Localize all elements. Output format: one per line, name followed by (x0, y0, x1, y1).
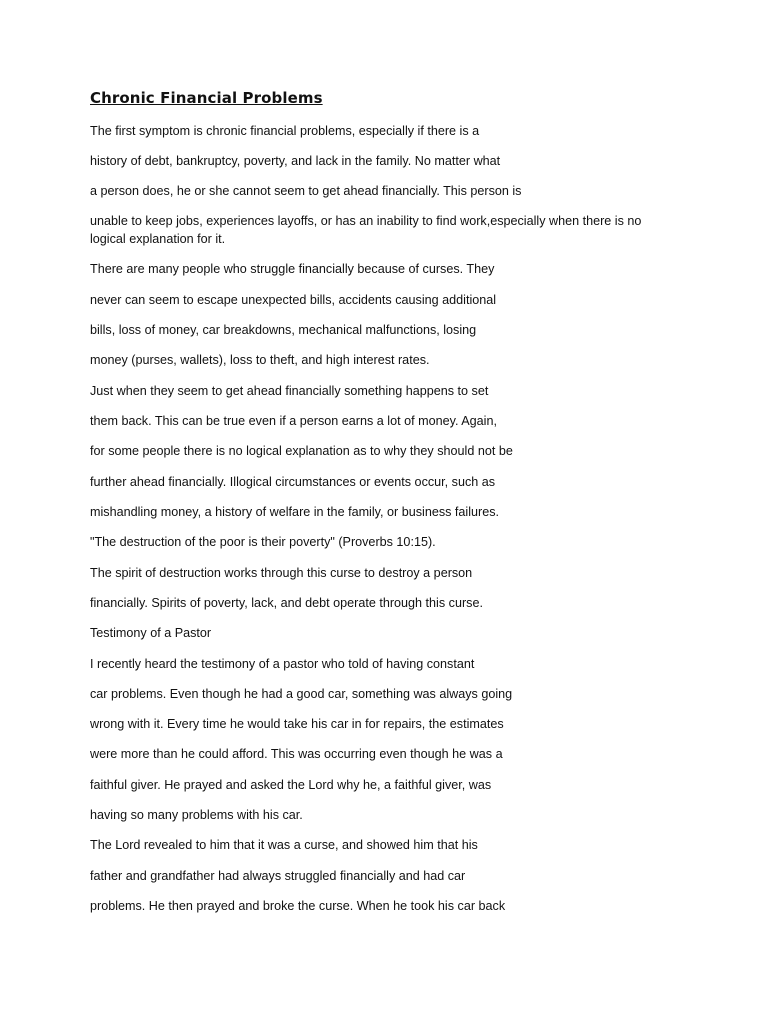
paragraph-line: Just when they seem to get ahead financially something happens to set (90, 384, 489, 398)
paragraph-line: having so many problems with his car. (90, 808, 303, 822)
paragraph-line: them back. This can be true even if a person earns a lot of money. Again, (90, 414, 497, 428)
paragraph-line: for some people there is no logical explanation as to why they should not be (90, 444, 513, 458)
paragraph-line: father and grandfather had always struggled financially and had car (90, 869, 466, 883)
paragraph-line: never can seem to escape unexpected bills, accidents causing additional (90, 293, 497, 307)
paragraph-line: The spirit of destruction works through this curse to destroy a person (90, 566, 473, 580)
paragraph-line: I recently heard the testimony of a pastor who told of having constant (90, 657, 475, 671)
paragraph-line: wrong with it. Every time he would take his car in for repairs, the estimates (90, 717, 504, 731)
paragraph-line: The first symptom is chronic financial problems, especially if there is a (90, 124, 480, 138)
paragraph-line: The Lord revealed to him that it was a curse, and showed him that his (90, 838, 478, 852)
paragraph-line: history of debt, bankruptcy, poverty, and lack in the family. No matter what (90, 154, 501, 168)
paragraph-line: mishandling money, a history of welfare in the family, or business failures. (90, 505, 500, 519)
page-title: Chronic Financial Problems (90, 89, 323, 107)
paragraph-line: a person does, he or she cannot seem to get ahead financially. This person is (90, 184, 522, 198)
paragraph-line: bills, loss of money, car breakdowns, mechanical malfunctions, losing (90, 323, 477, 337)
paragraph-line: car problems. Even though he had a good car, something was always going (90, 687, 513, 701)
paragraph-line: problems. He then prayed and broke the curse. When he took his car back (90, 899, 506, 913)
paragraph-line: money (purses, wallets), loss to theft, and high interest rates. (90, 353, 430, 367)
paragraph-line: There are many people who struggle financially because of curses. They (90, 262, 495, 276)
paragraph-line: financially. Spirits of poverty, lack, and debt operate through this curse. (90, 596, 483, 610)
paragraph-line: faithful giver. He prayed and asked the Lord why he, a faithful giver, was (90, 778, 492, 792)
section-subheading: Testimony of a Pastor (90, 626, 212, 640)
paragraph-line: were more than he could afford. This was occurring even though he was a (90, 747, 503, 761)
paragraph-line: "The destruction of the poor is their poverty" (Proverbs 10:15). (90, 535, 436, 549)
paragraph-line: unable to keep jobs, experiences layoffs, or has an inability to find work,especially when there is no logical explanation for it. (90, 214, 642, 246)
paragraph-line: further ahead financially. Illogical circumstances or events occur, such as (90, 475, 496, 489)
